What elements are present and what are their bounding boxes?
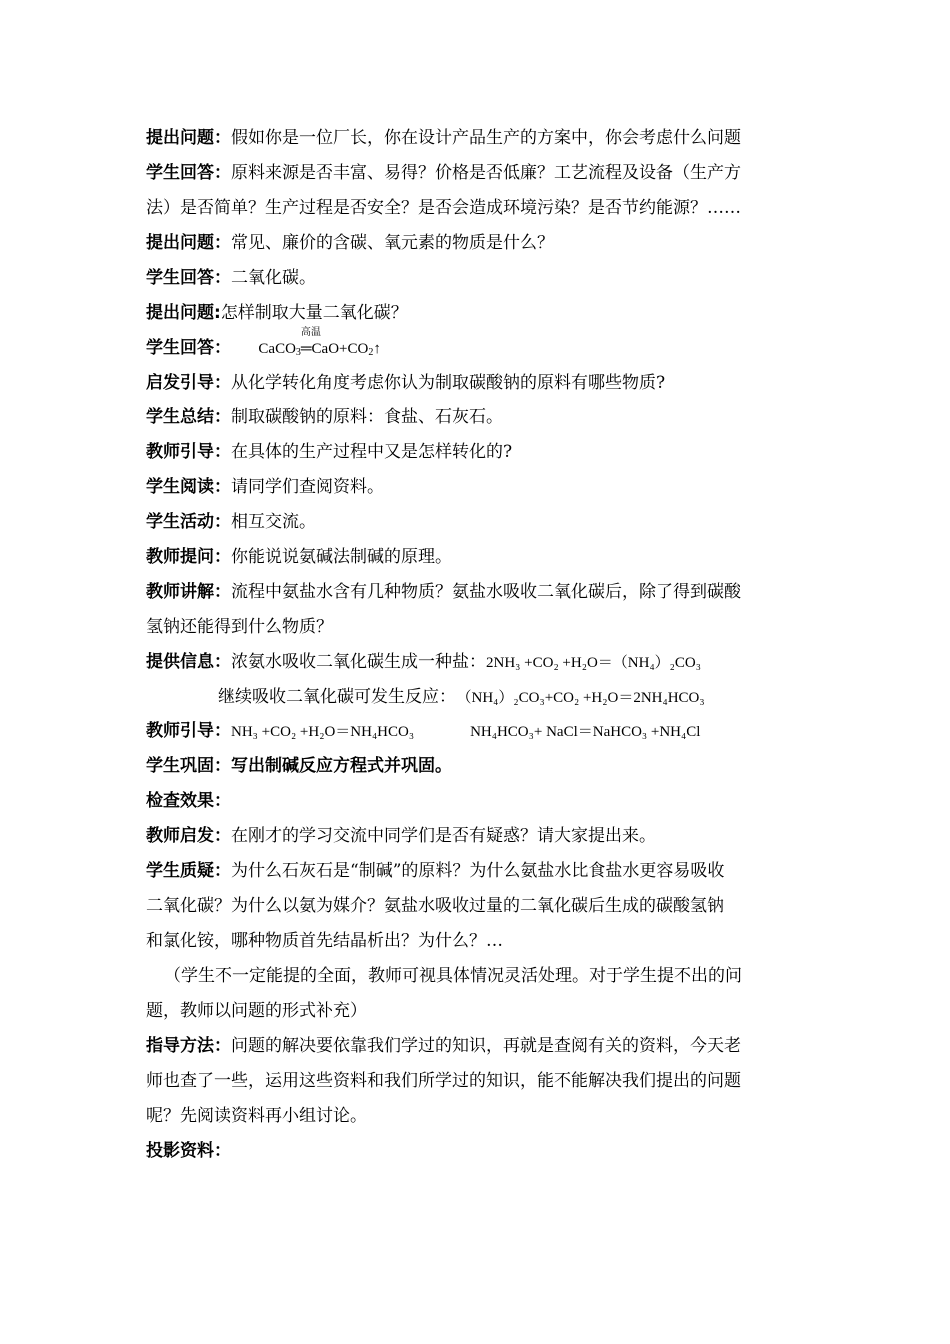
line-27: 指导方法：问题的解决要依靠我们学过的知识，再就是查阅有关的资料，今天老: [146, 1036, 741, 1056]
line-2: 学生回答：原料来源是否丰富、易得？价格是否低廉？工艺流程及设备（生产方: [146, 163, 741, 183]
line-3: 法）是否简单？生产过程是否安全？是否会造成环境污染？是否节约能源？……: [146, 198, 741, 218]
line-29: 呢？先阅读资料再小组讨论。: [146, 1106, 367, 1126]
line-23: 二氧化碳？为什么以氨为媒介？氨盐水吸收过量的二氧化碳后生成的碳酸氢钠: [146, 896, 724, 916]
equation-1: 2NH₃ +CO₂ +H₂O＝（NH₄）₂CO₃: [486, 655, 701, 671]
equation-caco3: CaCO$_3$ 高温 $═CaO+CO_2↑$: [258, 341, 380, 357]
line-1: 提出问题：假如你是一位厂长，你在设计产品生产的方案中，你会考虑什么问题: [146, 128, 741, 148]
line-8: 启发引导：从化学转化角度考虑你认为制取碳酸钠的原料有哪些物质?: [146, 373, 666, 393]
line-11: 学生阅读：请同学们查阅资料。: [146, 477, 384, 497]
line-12: 学生活动：相互交流。: [146, 512, 316, 532]
line-25: （学生不一定能提的全面，教师可视具体情况灵活处理。对于学生提不出的问: [164, 966, 742, 986]
equation-3b: NH₄HCO₃+ NaCl＝NaHCO₃ +NH₄Cl: [470, 724, 701, 740]
line-28: 师也查了一些，运用这些资料和我们所学过的知识，能不能解决我们提出的问题: [146, 1071, 741, 1091]
line-16: 提供信息：浓氨水吸收二氧化碳生成一种盐：2NH₃ +CO₂ +H₂O＝（NH₄）₂CO₃: [146, 652, 701, 672]
line-15: 氢钠还能得到什么物质？: [146, 617, 333, 637]
line-4: 提出问题：常见、廉价的含碳、氧元素的物质是什么？: [146, 233, 554, 253]
line-24: 和氯化铵，哪种物质首先结晶析出？为什么？…: [146, 931, 503, 951]
line-7-caco3-equation: 学生回答： CaCO$_3$ 高温 $═CaO+CO_2↑$: [146, 336, 890, 361]
line-13: 教师提问：你能说说氨碱法制碱的原理。: [146, 547, 452, 567]
equation-2: （NH₄）₂CO₃+CO₂ +H₂O＝2NH₄HCO₃: [464, 690, 705, 706]
line-22: 学生质疑：为什么石灰石是“制碱”的原料？为什么氨盐水比食盐水更容易吸收: [146, 861, 725, 881]
line-21: 教师启发：在刚才的学习交流中同学们是否有疑惑？请大家提出来。: [146, 826, 656, 846]
line-10: 教师引导：在具体的生产过程中又是怎样转化的?: [146, 442, 513, 462]
line-17: 继续吸收二氧化碳可发生反应： （NH₄）₂CO₃+CO₂ +H₂O＝2NH₄HCO₃: [218, 687, 705, 707]
line-5: 学生回答：二氧化碳。: [146, 268, 316, 288]
line-6: 提出问题:怎样制取大量二氧化碳？: [146, 303, 408, 323]
line-30: 投影资料：: [146, 1141, 231, 1161]
equation-3a: NH₃ +CO₂ +H₂O＝NH₄HCO₃: [231, 724, 415, 740]
line-20: 检查效果：: [146, 791, 231, 811]
line-19: 学生巩固：写出制碱反应方程式并巩固。: [146, 756, 452, 776]
line-9: 学生总结：制取碳酸钠的原料：食盐、石灰石。: [146, 407, 503, 427]
line-18: 教师引导：NH₃ +CO₂ +H₂O＝NH₄HCO₃ NH₄HCO₃+ NaCl＝NaHCO₃ +NH₄Cl: [146, 721, 701, 741]
line-14: 教师讲解：流程中氨盐水含有几种物质？氨盐水吸收二氧化碳后，除了得到碳酸: [146, 582, 741, 602]
line-26: 题，教师以问题的形式补充）: [146, 1001, 367, 1021]
condition-high-temp: 高温 ═: [300, 327, 321, 357]
